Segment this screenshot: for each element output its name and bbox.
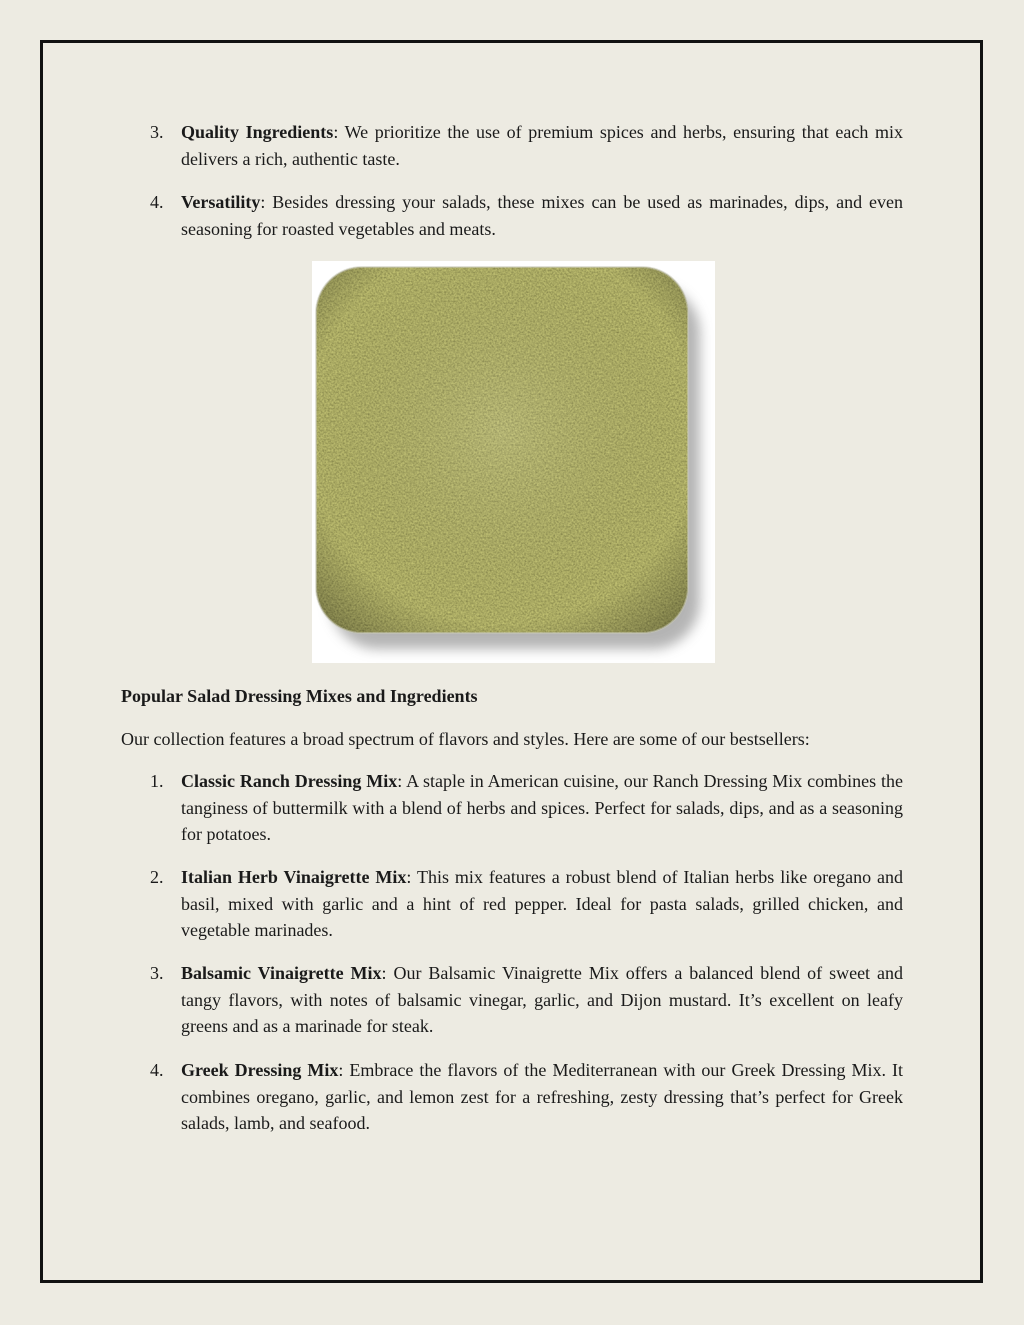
list-item-italian-herb [150, 864, 903, 944]
list-number: 3. [150, 963, 164, 983]
list-text: : This mix features a robust blend of Italian herbs like oregano and basil, mixed with garlic and a hint of red pepper. Ideal for pasta salads, grilled chicken, and vegetable marinades. [181, 867, 903, 940]
dried-herbs-image [312, 261, 715, 663]
list-number: 2. [150, 867, 164, 887]
list-text: : A staple in American cuisine, our Ranch Dressing Mix combines the tanginess of buttermilk with a blend of herbs and spices. Perfect for salads, dips, and as a seasoning for potatoes. [181, 771, 903, 844]
list-item-versatility [150, 189, 903, 242]
list-number: 3. [150, 122, 164, 142]
section-heading: Popular Salad Dressing Mixes and Ingredients [121, 686, 478, 706]
intro-paragraph: Our collection features a broad spectrum of flavors and styles. Here are some of our bestsellers: [121, 729, 810, 749]
list-text: : Besides dressing your salads, these mixes can be used as marinades, dips, and even seasoning for roasted vegetables and meats. [181, 192, 903, 239]
list-number: 1. [150, 771, 164, 791]
list-text: : Embrace the flavors of the Mediterranean with our Greek Dressing Mix. It combines oregano, garlic, and lemon zest for a refreshing, zesty dressing that’s perfect for Greek salads, lamb, and seafood. [181, 1060, 903, 1133]
list-term: Balsamic Vinaigrette Mix [181, 963, 382, 983]
list-item-ranch [150, 768, 903, 848]
dried-herbs-photo [312, 261, 715, 663]
list-item-balsamic [150, 960, 903, 1040]
list-text: : We prioritize the use of premium spices and herbs, ensuring that each mix delivers a rich, authentic taste. [181, 122, 903, 169]
list-text: : Our Balsamic Vinaigrette Mix offers a balanced blend of sweet and tangy flavors, with notes of balsamic vinegar, garlic, and Dijon mustard. It’s excellent on leafy greens and as a marinade for steak. [181, 963, 903, 1036]
list-term: Versatility [181, 192, 261, 212]
list-number: 4. [150, 1060, 164, 1080]
list-term: Classic Ranch Dressing Mix [181, 771, 398, 791]
list-number: 4. [150, 192, 164, 212]
list-term: Italian Herb Vinaigrette Mix [181, 867, 407, 887]
list-term: Greek Dressing Mix [181, 1060, 339, 1080]
list-term: Quality Ingredients [181, 122, 334, 142]
list-item-greek [150, 1057, 903, 1137]
list-item-quality-ingredients [150, 119, 903, 172]
